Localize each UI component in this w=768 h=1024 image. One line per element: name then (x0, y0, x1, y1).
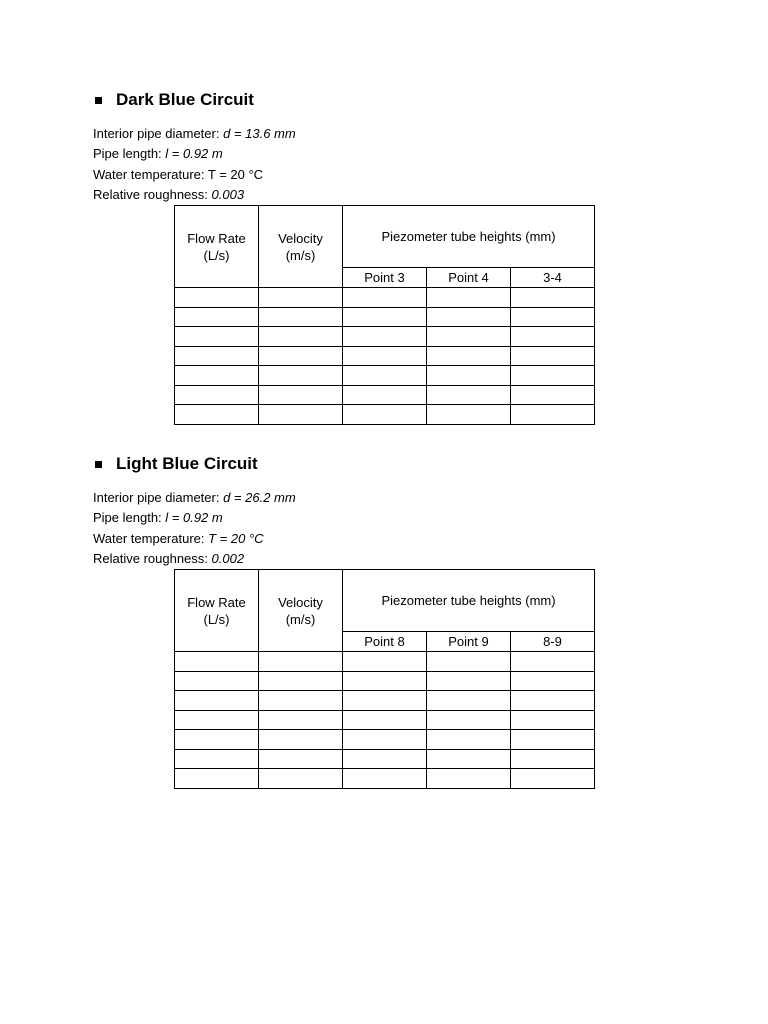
table-cell[interactable] (175, 327, 259, 347)
table-cell[interactable] (343, 730, 427, 750)
prop-value: 0.002 (211, 550, 245, 566)
table-cell[interactable] (259, 327, 343, 347)
table-cell[interactable] (175, 769, 259, 789)
table-cell[interactable] (427, 288, 511, 308)
table-cell[interactable] (259, 710, 343, 730)
temperature-line (93, 165, 613, 185)
table-cell[interactable] (259, 346, 343, 366)
length-line (93, 144, 613, 164)
prop-value: d = 26.2 mm (223, 490, 296, 505)
velocity-header: Velocity (m/s) (259, 206, 343, 288)
table-row (175, 366, 595, 386)
table-cell[interactable] (427, 366, 511, 386)
table-cell[interactable] (427, 307, 511, 327)
diameter-line (93, 488, 613, 508)
table-cell[interactable] (343, 327, 427, 347)
table-cell[interactable] (259, 691, 343, 711)
velocity-header: Velocity (m/s) (259, 570, 343, 652)
table-cell[interactable] (427, 749, 511, 769)
table-cell[interactable] (511, 652, 595, 672)
table-cell[interactable] (511, 691, 595, 711)
sub-header: Point 4 (427, 268, 511, 288)
table-cell[interactable] (427, 346, 511, 366)
table-cell[interactable] (343, 405, 427, 425)
prop-label: Relative roughness: (93, 186, 212, 202)
table-cell[interactable] (511, 671, 595, 691)
table-cell[interactable] (427, 691, 511, 711)
table-cell[interactable] (175, 405, 259, 425)
table-cell[interactable] (175, 730, 259, 750)
piezometer-group-header: Piezometer tube heights (mm) (343, 206, 595, 268)
table-row (175, 346, 595, 366)
table-body (175, 288, 595, 425)
table-cell[interactable] (511, 346, 595, 366)
table-cell[interactable] (259, 671, 343, 691)
table-row (175, 730, 595, 750)
table-cell[interactable] (427, 405, 511, 425)
prop-label: Relative roughness: (93, 550, 212, 566)
sub-header: Point 3 (343, 268, 427, 288)
table-cell[interactable] (427, 671, 511, 691)
table-cell[interactable] (427, 652, 511, 672)
table-cell[interactable] (343, 652, 427, 672)
table-cell[interactable] (511, 405, 595, 425)
measurement-table (174, 569, 595, 789)
roughness-line (93, 185, 613, 205)
diameter-line (93, 124, 613, 144)
table-row (175, 652, 595, 672)
table-cell[interactable] (343, 691, 427, 711)
table-cell[interactable] (427, 730, 511, 750)
roughness-line (93, 549, 613, 569)
prop-value: T = 20 °C (208, 530, 264, 546)
table-cell[interactable] (511, 307, 595, 327)
table-cell[interactable] (259, 366, 343, 386)
table-cell[interactable] (427, 769, 511, 789)
table-cell[interactable] (259, 405, 343, 425)
table-cell[interactable] (427, 710, 511, 730)
table-cell[interactable] (175, 307, 259, 327)
table-cell[interactable] (511, 327, 595, 347)
table-cell[interactable] (511, 288, 595, 308)
prop-label: Interior pipe diameter: (93, 126, 224, 141)
table-cell[interactable] (175, 346, 259, 366)
section-heading (93, 88, 613, 112)
light-blue-circuit-section (93, 452, 613, 649)
piezometer-group-header: Piezometer tube heights (mm) (343, 570, 595, 632)
table-row (175, 769, 595, 789)
table-cell[interactable] (175, 671, 259, 691)
table-cell[interactable] (511, 769, 595, 789)
table-cell[interactable] (259, 288, 343, 308)
table-row (175, 307, 595, 327)
prop-value: 0.003 (211, 186, 245, 202)
table-cell[interactable] (511, 749, 595, 769)
prop-label: Water temperature: (93, 530, 209, 546)
table-cell[interactable] (343, 671, 427, 691)
table-cell[interactable] (259, 385, 343, 405)
table-cell[interactable] (175, 749, 259, 769)
prop-label: Water temperature: (93, 166, 208, 182)
prop-label: Pipe length: (93, 146, 166, 162)
table-body (175, 652, 595, 789)
table-cell[interactable] (343, 385, 427, 405)
sub-header: 8-9 (511, 632, 595, 652)
sub-header: Point 8 (343, 632, 427, 652)
sub-header: Point 9 (427, 632, 511, 652)
length-line (93, 508, 613, 528)
square-bullet-icon (95, 97, 102, 104)
table-row (175, 405, 595, 425)
table-cell[interactable] (175, 691, 259, 711)
table-cell[interactable] (511, 730, 595, 750)
table-row (175, 288, 595, 308)
section-title: Dark Blue Circuit (116, 90, 254, 109)
table-cell[interactable] (259, 652, 343, 672)
table-cell[interactable] (343, 769, 427, 789)
square-bullet-icon (95, 461, 102, 468)
table-cell[interactable] (343, 346, 427, 366)
flow-rate-header: Flow Rate (L/s) (175, 206, 259, 288)
table-cell[interactable] (175, 366, 259, 386)
table-cell[interactable] (259, 730, 343, 750)
section-title: Light Blue Circuit (116, 454, 258, 473)
table-cell[interactable] (343, 749, 427, 769)
table-cell[interactable] (343, 366, 427, 386)
table-cell[interactable] (343, 710, 427, 730)
table-row (175, 327, 595, 347)
table-cell[interactable] (511, 385, 595, 405)
table-cell[interactable] (427, 327, 511, 347)
prop-value: l = 0.92 m (165, 146, 223, 162)
table-cell[interactable] (175, 385, 259, 405)
sub-header: 3-4 (511, 268, 595, 288)
table-cell[interactable] (259, 749, 343, 769)
table-row (175, 710, 595, 730)
table-cell[interactable] (259, 769, 343, 789)
prop-label: Interior pipe diameter: (93, 490, 224, 505)
prop-value: T = 20 °C (207, 166, 264, 182)
table-cell[interactable] (175, 288, 259, 308)
table-cell[interactable] (511, 710, 595, 730)
table-cell[interactable] (511, 366, 595, 386)
table-cell[interactable] (343, 288, 427, 308)
prop-value: l = 0.92 m (165, 510, 223, 526)
table-cell[interactable] (175, 652, 259, 672)
table-row (175, 749, 595, 769)
temperature-line (93, 529, 613, 549)
flow-rate-header: Flow Rate (L/s) (175, 570, 259, 652)
table-cell[interactable] (427, 385, 511, 405)
table-row (175, 691, 595, 711)
table-row (175, 671, 595, 691)
measurement-table (174, 205, 595, 425)
section-heading (93, 452, 613, 476)
prop-label: Pipe length: (93, 510, 166, 526)
table-cell[interactable] (259, 307, 343, 327)
table-row (175, 385, 595, 405)
dark-blue-circuit-section (93, 88, 613, 285)
table-cell[interactable] (175, 710, 259, 730)
prop-value: d = 13.6 mm (223, 126, 296, 141)
table-cell[interactable] (343, 307, 427, 327)
